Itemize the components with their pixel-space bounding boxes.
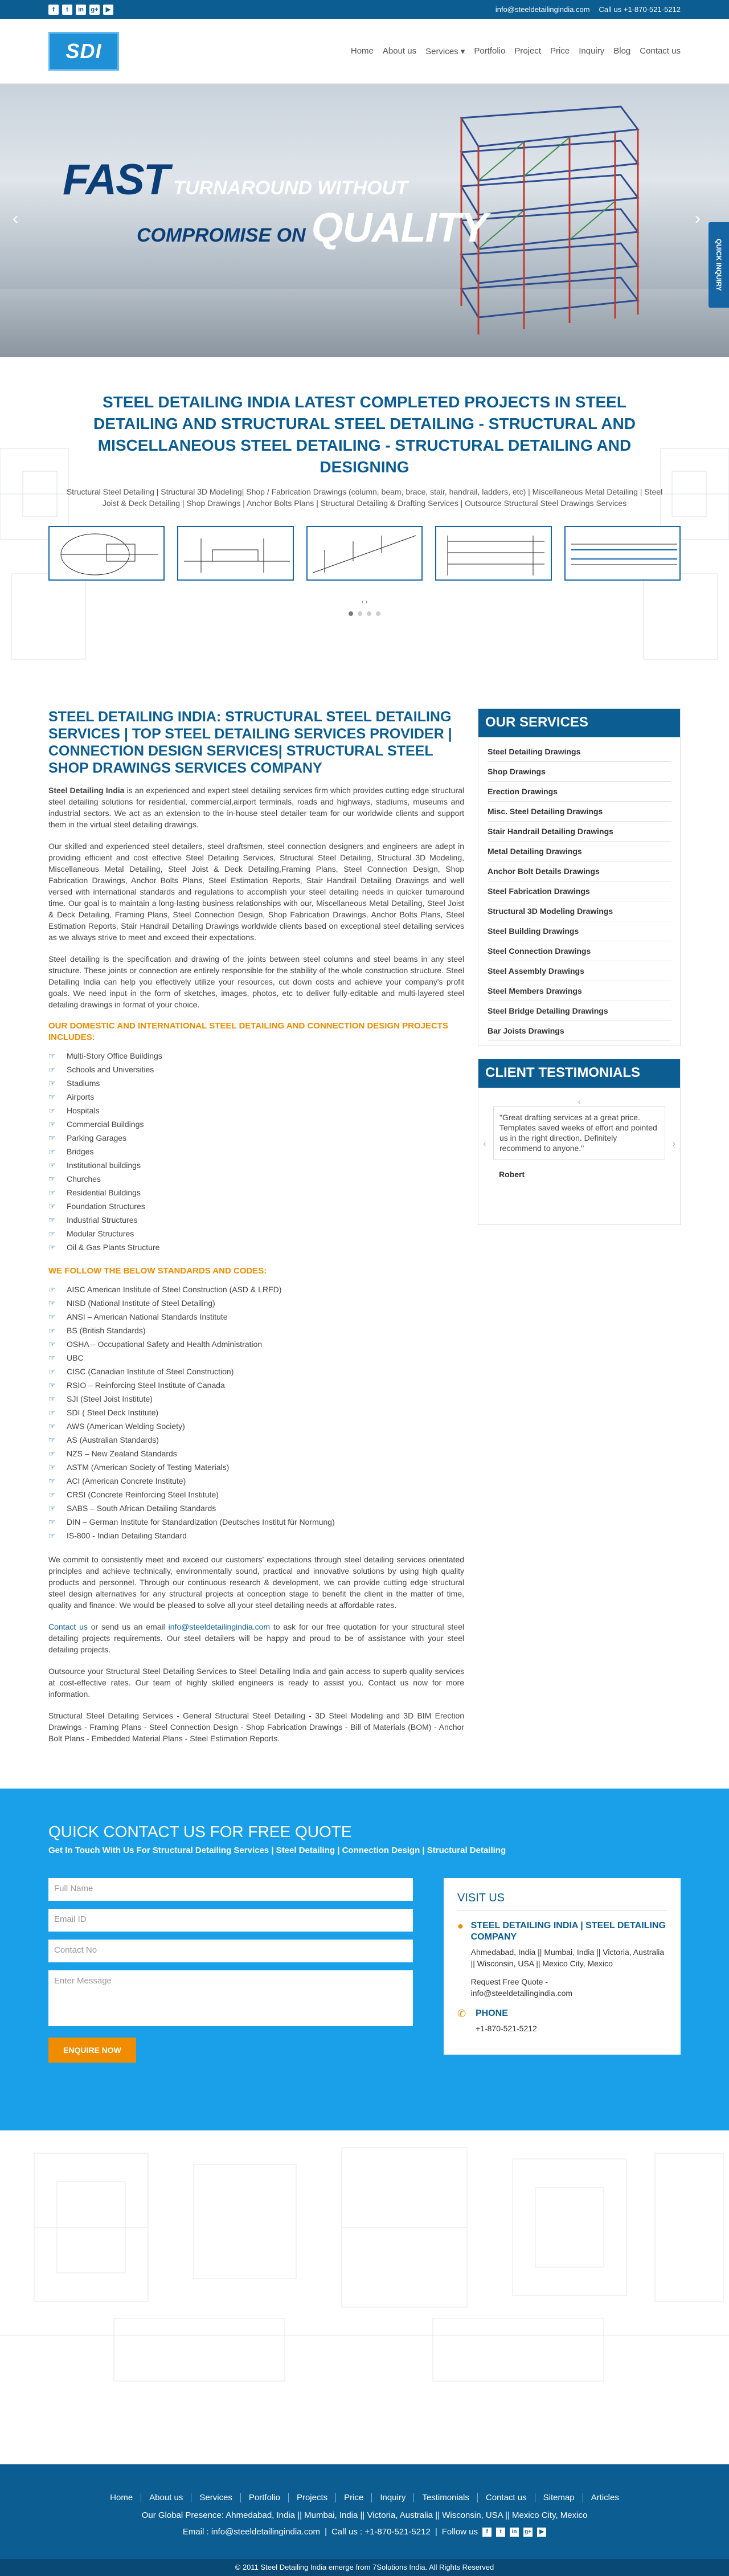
youtube-icon[interactable]: ▶ xyxy=(537,2528,546,2537)
hero-next-icon[interactable]: › xyxy=(695,209,701,228)
sidebar xyxy=(478,708,681,1754)
carousel-dot[interactable] xyxy=(376,611,380,616)
testimonial-up-icon[interactable]: ‹ xyxy=(578,1097,581,1106)
hand-pointer-icon: ☞ xyxy=(48,1381,56,1390)
list-item: ☞ Commercial Buildings xyxy=(48,1117,464,1131)
contact-us-link[interactable]: Contact us xyxy=(48,1622,88,1631)
hand-pointer-icon: ☞ xyxy=(48,1106,56,1115)
services-summary: Structural Steel Detailing Services - General Structural Steel Detailing - 3D Steel Modeling and 3D BIM Erection Drawings - Framing Plans - Steel Connection Design - Shop Fabrication Drawings - Bill of Materials (BOM) - Anchor Bolt Plans - Embedded Material Plans - Steel Estimation Reports. xyxy=(48,1711,464,1743)
hand-pointer-icon: ☞ xyxy=(48,1408,56,1417)
service-link[interactable]: Misc. Steel Detailing Drawings xyxy=(488,802,671,822)
service-link[interactable]: Steel Detailing Drawings xyxy=(488,742,671,762)
list-item: ☞ ANSI – American National Standards Institute xyxy=(48,1310,464,1324)
site-logo[interactable]: SDI xyxy=(48,32,119,71)
hero-prev-icon[interactable]: ‹ xyxy=(13,209,18,228)
hand-pointer-icon: ☞ xyxy=(48,1490,56,1499)
project-thumbnail[interactable] xyxy=(564,526,681,581)
service-link[interactable]: Erection Drawings xyxy=(488,782,671,802)
footer-call: Call us : +1-870-521-5212 xyxy=(331,2527,431,2537)
list-item: ☞ BS (British Standards) xyxy=(48,1324,464,1337)
nav-services[interactable]: Services ▾ xyxy=(425,47,465,56)
top-email-link[interactable]: info@steeldetailingindia.com xyxy=(495,5,590,14)
services-list xyxy=(478,737,680,1046)
projects-subtitle: Structural Steel Detailing | Structural 3D Modeling| Shop / Fabrication Drawings (column, beam, brace, stair, handrail, ladders, etc) | Miscellaneous Metal Detailing | Steel Joist & Deck Detailing | Shop Drawings | Anchor Bolts Plans | Structural Detailing & Drafting Services | Outsource Structural Steel Drawings Services xyxy=(66,487,663,508)
list-item: ☞ Residential Buildings xyxy=(48,1186,464,1199)
hand-pointer-icon: ☞ xyxy=(48,1133,56,1142)
phone-icon: ✆ xyxy=(457,2008,466,2019)
list-item: ☞ CRSI (Concrete Reinforcing Steel Institute) xyxy=(48,1488,464,1501)
list-item: ☞ Hospitals xyxy=(48,1104,464,1117)
hand-pointer-icon: ☞ xyxy=(48,1463,56,1472)
top-call: Call us +1-870-521-5212 xyxy=(599,5,681,14)
projects-dots xyxy=(48,611,681,616)
hand-pointer-icon: ☞ xyxy=(48,1367,56,1376)
service-link[interactable]: Steel Building Drawings xyxy=(488,921,671,941)
youtube-icon[interactable]: ▶ xyxy=(103,5,113,15)
hand-pointer-icon: ☞ xyxy=(48,1051,56,1060)
company-address: Ahmedabad, India || Mumbai, India || Victoria, Australia || Wisconsin, USA || Mexico City, Mexico xyxy=(470,1948,665,1968)
list-item: ☞ Schools and Universities xyxy=(48,1063,464,1076)
projects-title: STEEL DETAILING INDIA LATEST COMPLETED PROJECTS IN STEEL DETAILING AND STRUCTURAL STEEL DETAILING - STRUCTURAL AND MISCELLANEOUS STEEL DETAILING - STRUCTURAL DETAILING AND DESIGNING xyxy=(93,393,636,476)
phone-title: PHONE xyxy=(476,2008,508,2018)
hand-pointer-icon: ☞ xyxy=(48,1147,56,1156)
hand-pointer-icon: ☞ xyxy=(48,1504,56,1513)
hand-pointer-icon: ☞ xyxy=(48,1079,56,1088)
hand-pointer-icon: ☞ xyxy=(48,1174,56,1183)
hand-pointer-icon: ☞ xyxy=(48,1243,56,1252)
services-title: OUR SERVICES xyxy=(478,709,680,737)
footer-nav-link[interactable]: Home xyxy=(102,2493,141,2502)
services-paragraph: Our skilled and experienced steel detailers, steel draftsmen, steel connection designers and engineers are adept in providing efficient and cost effective Steel Detailing Services, Structural Steel Detailing, Structural 3D Modeling, Miscellaneous Metal Detailing, Steel Joist & Deck Detailing,Framing Plans, Steel Connection Design, Shop Fabrication Drawings, Anchor Bolts Plans, Steel Estimation Reports, Stair Handrail Detailing Drawings and well versed with international standards and regulations to accomplish your steel detailing needs in quicker turnaround time. Our goal is to maintain a long-lasting business relationships with our, Miscellaneous Metal Detailing, Steel Joist & Deck Detailing, Framing Plans, Steel Connection Design, Shop Fabrication Drawings, Anchor Bolts Plans, Steel Estimation Reports, Stair Handrail Detailing Drawings worldwide clients based on exceptional steel detailing services as we always strive to meet and exceed their expectations. xyxy=(48,842,464,942)
location-pin-icon: ● xyxy=(457,1920,464,1932)
list-item: ☞ Multi-Story Office Buildings xyxy=(48,1049,464,1063)
footer-nav-link[interactable]: Sitemap xyxy=(535,2493,583,2502)
service-link[interactable]: Steel Members Drawings xyxy=(488,981,671,1001)
project-thumbnail[interactable] xyxy=(48,526,165,581)
codes-list xyxy=(48,1283,464,1542)
footer-email[interactable]: Email : info@steeldetailingindia.com xyxy=(182,2527,321,2537)
nav-price[interactable]: Price xyxy=(550,46,570,56)
facebook-icon[interactable]: f xyxy=(482,2528,492,2537)
social-links xyxy=(48,5,113,15)
copyright: © 2011 Steel Detailing India emerge from 7Solutions India. All Rights Reserved xyxy=(0,2559,729,2576)
twitter-icon[interactable]: t xyxy=(496,2528,505,2537)
project-thumbnail[interactable] xyxy=(306,526,423,581)
hand-pointer-icon: ☞ xyxy=(48,1531,56,1540)
footer-nav-link[interactable]: Articles xyxy=(591,2493,619,2502)
quote-label: Request Free Quote - xyxy=(470,1977,548,1986)
testimonial-author: Robert xyxy=(499,1170,525,1179)
list-item: ☞ Foundation Structures xyxy=(48,1199,464,1213)
testimonials-box xyxy=(478,1059,681,1225)
list-item: ☞ Parking Garages xyxy=(48,1131,464,1145)
hand-pointer-icon: ☞ xyxy=(48,1394,56,1403)
hero-line-1: FAST TURNAROUND WITHOUT xyxy=(63,156,408,204)
list-item: ☞ Churches xyxy=(48,1172,464,1186)
service-link[interactable]: Shop Drawings xyxy=(488,762,671,782)
quick-contact-section xyxy=(0,1789,729,2130)
contact-paragraph: Contact us or send us an email info@steeldetailingindia.com to ask for our free quotation for your structural steel detailing projects requirements. Our steel detailers will be happy and proud to be of assistance with your steel detailing projects. xyxy=(48,1622,464,1654)
service-link[interactable]: Steel Connection Drawings xyxy=(488,941,671,961)
googleplus-icon[interactable]: g+ xyxy=(89,5,100,15)
phone-number[interactable]: +1-870-521-5212 xyxy=(476,2024,537,2033)
service-link[interactable]: Steel Assembly Drawings xyxy=(488,961,671,981)
hand-pointer-icon: ☞ xyxy=(48,1476,56,1485)
hand-pointer-icon: ☞ xyxy=(48,1312,56,1321)
footer-nav-link[interactable]: Services xyxy=(191,2493,241,2502)
nav-portfolio[interactable]: Portfolio xyxy=(474,46,506,56)
list-item: ☞ ASTM (American Society of Testing Materials) xyxy=(48,1460,464,1474)
list-item: ☞ IS-800 - Indian Detailing Standard xyxy=(48,1529,464,1542)
testimonial-next-icon[interactable]: › xyxy=(672,1139,675,1149)
list-item: ☞ Oil & Gas Plants Structure xyxy=(48,1240,464,1254)
service-link[interactable]: Steel Fabrication Drawings xyxy=(488,881,671,901)
nav-inquiry[interactable]: Inquiry xyxy=(579,46,605,56)
footer-nav-link[interactable]: Inquiry xyxy=(372,2493,414,2502)
testimonial-quote: "Great drafting services at a great price. Templates saved weeks of effort and pointed us in the right direction. Definitely recommend to anyone." xyxy=(493,1106,665,1160)
hand-pointer-icon: ☞ xyxy=(48,1285,56,1294)
footer-nav-link[interactable]: Projects xyxy=(289,2493,336,2502)
service-link[interactable]: Metal Detailing Drawings xyxy=(488,842,671,862)
codes-list-heading: WE FOLLOW THE BELOW STANDARDS AND CODES: xyxy=(48,1266,267,1276)
hand-pointer-icon: ☞ xyxy=(48,1517,56,1526)
visit-us-title: VISIT US xyxy=(457,1892,667,1911)
hand-pointer-icon: ☞ xyxy=(48,1353,56,1362)
enquire-now-button[interactable]: ENQUIRE NOW xyxy=(48,2038,136,2063)
footer-nav-link[interactable]: Price xyxy=(336,2493,372,2502)
projects-section xyxy=(0,357,729,688)
nav-project[interactable]: Project xyxy=(514,46,542,56)
footer-contact-row: Email : info@steeldetailingindia.com | Call us : +1-870-521-5212 | Follow us f t in g+ ▶ xyxy=(0,2527,729,2537)
content-heading: STEEL DETAILING INDIA: STRUCTURAL STEEL DETAILING SERVICES | TOP STEEL DETAILING SERVICES PROVIDER | CONNECTION DESIGN SERVICES| STRUCTURAL STEEL SHOP DRAWINGS SERVICES COMPANY xyxy=(48,709,452,776)
list-item: ☞ AS (Australian Standards) xyxy=(48,1433,464,1447)
visit-us-card xyxy=(444,1878,681,2055)
projects-pager[interactable]: ‹ › xyxy=(361,598,368,606)
projects-list-heading: OUR DOMESTIC AND INTERNATIONAL STEEL DETAILING AND CONNECTION DESIGN PROJECTS INCLUDES: xyxy=(48,1021,448,1042)
hand-pointer-icon: ☞ xyxy=(48,1065,56,1074)
project-thumbnails xyxy=(48,526,681,581)
projects-list xyxy=(48,1049,464,1254)
intro-paragraph: Steel Detailing India is an experienced and expert steel detailing services firm which provides cutting edge structural steel detailing solutions for residential, commercial,airport terminals, roads and highways, stadiums, museums and industrial sectors. We act as an extension to the in-house steel detailer team for our worldwide clients and support them in the virtual steel detailing drawings. xyxy=(48,786,465,829)
outsource-paragraph: Outsource your Structural Steel Detailing Services to Steel Detailing India and gain access to superb quality services at cost-effective rates. Our team of highly skilled engineers is ready to assist you. Contact us now for more information. xyxy=(48,1667,464,1699)
quote-email[interactable]: info@steeldetailingindia.com xyxy=(470,1989,573,1998)
site-footer xyxy=(0,2464,729,2576)
testimonials-title: CLIENT TESTIMONIALS xyxy=(478,1059,680,1088)
googleplus-icon[interactable]: g+ xyxy=(523,2528,533,2537)
site-header xyxy=(0,19,729,84)
nav-blog[interactable]: Blog xyxy=(613,46,631,56)
service-link[interactable]: Structural 3D Modeling Drawings xyxy=(488,901,671,921)
quote-form xyxy=(48,1878,413,2063)
main-area xyxy=(48,688,681,1754)
blueprint-band xyxy=(0,2130,729,2393)
list-item: ☞ AISC American Institute of Steel Construction (ASD & LRFD) xyxy=(48,1283,464,1296)
nav-about[interactable]: About us xyxy=(382,46,417,56)
footer-nav xyxy=(0,2493,729,2502)
list-item: ☞ Airports xyxy=(48,1090,464,1104)
quick-contact-title: QUICK CONTACT US FOR FREE QUOTE xyxy=(48,1823,352,1840)
footer-nav-link[interactable]: Portfolio xyxy=(241,2493,289,2502)
footer-nav-link[interactable]: About us xyxy=(141,2493,191,2502)
list-item: ☞ Bridges xyxy=(48,1145,464,1158)
list-item: ☞ DIN – German Institute for Standardization (Deutsches Institut für Normung) xyxy=(48,1515,464,1529)
hand-pointer-icon: ☞ xyxy=(48,1188,56,1197)
footer-nav-link[interactable]: Contact us xyxy=(478,2493,535,2502)
service-link[interactable]: Anchor Bolt Details Drawings xyxy=(488,862,671,881)
list-item: ☞ SDI ( Steel Deck Institute) xyxy=(48,1406,464,1419)
hero-line-1b: TURNAROUND WITHOUT xyxy=(173,177,408,199)
list-item: ☞ AWS (American Welding Society) xyxy=(48,1419,464,1433)
hand-pointer-icon: ☞ xyxy=(48,1449,56,1458)
hand-pointer-icon: ☞ xyxy=(48,1299,56,1308)
definition-paragraph: Steel detailing is the specification and drawing of the joints between steel columns and steel beams in any steel structure. These joints or connection are entirely responsible for the stability of the whole construction structure. Steel Detailing India can help you effectively utilize your resources, cut down costs and achieve your company's profit goals. We need input in the form of sketches, images, photos, etc to deliver fully-editable and multi-layered steel detailing drawings in format of your choice. xyxy=(48,954,464,1009)
hand-pointer-icon: ☞ xyxy=(48,1215,56,1224)
hero-slider xyxy=(0,84,729,357)
commitment-paragraph: We commit to consistently meet and exceed our customers' expectations through steel detailing services orientated principles and achieve technically, environmentally sound, practical and innovative solutions by using high quality products and personnel. Through our continuous research & development, we can provide cutting edge structural steel design alternatives for any structural projects at conception stage to benefit the client in the matter of time, quality and finance. We would be pleased to solve all your steel detailing needs at affordable rates. xyxy=(48,1555,464,1610)
hand-pointer-icon: ☞ xyxy=(48,1326,56,1335)
blueprint-pattern xyxy=(0,2130,729,2393)
global-presence: Our Global Presence: Ahmedabad, India || Mumbai, India || Victoria, Australia || Wisconsin, USA || Mexico City, Mexico xyxy=(141,2510,588,2520)
company-name: STEEL DETAILING INDIA | STEEL DETAILING COMPANY xyxy=(470,1921,666,1942)
email-link[interactable]: info@steeldetailingindia.com xyxy=(168,1622,271,1631)
hand-pointer-icon: ☞ xyxy=(48,1092,56,1101)
full-name-input[interactable]: Full Name xyxy=(48,1878,413,1901)
linkedin-icon[interactable]: in xyxy=(76,5,86,15)
contact-no-input[interactable]: Contact No xyxy=(48,1940,413,1962)
carousel-dot[interactable] xyxy=(349,611,353,616)
hand-pointer-icon: ☞ xyxy=(48,1229,56,1238)
hand-pointer-icon: ☞ xyxy=(48,1435,56,1444)
list-item: ☞ Modular Structures xyxy=(48,1227,464,1240)
list-item: ☞ CISC (Canadian Institute of Steel Construction) xyxy=(48,1365,464,1378)
hand-pointer-icon: ☞ xyxy=(48,1161,56,1170)
hand-pointer-icon: ☞ xyxy=(48,1202,56,1211)
testimonial-prev-icon[interactable]: ‹ xyxy=(483,1139,486,1149)
top-bar xyxy=(0,0,729,19)
hand-pointer-icon: ☞ xyxy=(48,1340,56,1349)
list-item: ☞ Institutional buildings xyxy=(48,1158,464,1172)
hand-pointer-icon: ☞ xyxy=(48,1422,56,1431)
twitter-icon[interactable]: t xyxy=(62,5,72,15)
carousel-dot[interactable] xyxy=(358,611,362,616)
hand-pointer-icon: ☞ xyxy=(48,1120,56,1129)
main-content xyxy=(48,708,464,1754)
hero-line-2b: QUALITY xyxy=(311,205,488,251)
services-box xyxy=(478,708,681,1046)
carousel-dot[interactable] xyxy=(367,611,371,616)
list-item: ☞ NISD (National Institute of Steel Detailing) xyxy=(48,1296,464,1310)
nav-home[interactable]: Home xyxy=(350,46,374,56)
message-textarea[interactable]: Enter Message xyxy=(48,1970,413,2026)
list-item: ☞ Stadiums xyxy=(48,1076,464,1090)
list-item: ☞ UBC xyxy=(48,1351,464,1365)
footer-nav-link[interactable]: Testimonials xyxy=(414,2493,478,2502)
facebook-icon[interactable]: f xyxy=(48,5,59,15)
list-item: ☞ OSHA – Occupational Safety and Health Administration xyxy=(48,1337,464,1351)
service-link[interactable]: Steel Bridge Detailing Drawings xyxy=(488,1001,671,1021)
quick-contact-subtitle: Get In Touch With Us For Structural Detailing Services | Steel Detailing | Connection Design | Structural Detailing xyxy=(48,1846,506,1855)
list-item: ☞ NZS – New Zealand Standards xyxy=(48,1447,464,1460)
service-link[interactable]: Stair Handrail Detailing Drawings xyxy=(488,822,671,842)
quick-inquiry-tab[interactable]: QUICK INQUIRY xyxy=(708,222,729,308)
list-item: ☞ SJI (Steel Joist Institute) xyxy=(48,1392,464,1406)
list-item: ☞ Industrial Structures xyxy=(48,1213,464,1227)
hero-line-2: COMPROMISE ON QUALITY xyxy=(137,205,488,251)
footer-follow-label: Follow us xyxy=(441,2527,478,2537)
list-item: ☞ ACI (American Concrete Institute) xyxy=(48,1474,464,1488)
main-nav xyxy=(351,44,681,59)
email-input[interactable]: Email ID xyxy=(48,1909,413,1932)
service-link[interactable]: Bar Joists Drawings xyxy=(488,1021,671,1041)
linkedin-icon[interactable]: in xyxy=(510,2528,519,2537)
list-item: ☞ RSIO – Reinforcing Steel Institute of Canada xyxy=(48,1378,464,1392)
list-item: ☞ SABS – South African Detailing Standards xyxy=(48,1501,464,1515)
nav-contact[interactable]: Contact us xyxy=(640,46,681,56)
project-thumbnail[interactable] xyxy=(435,526,551,581)
project-thumbnail[interactable] xyxy=(177,526,293,581)
